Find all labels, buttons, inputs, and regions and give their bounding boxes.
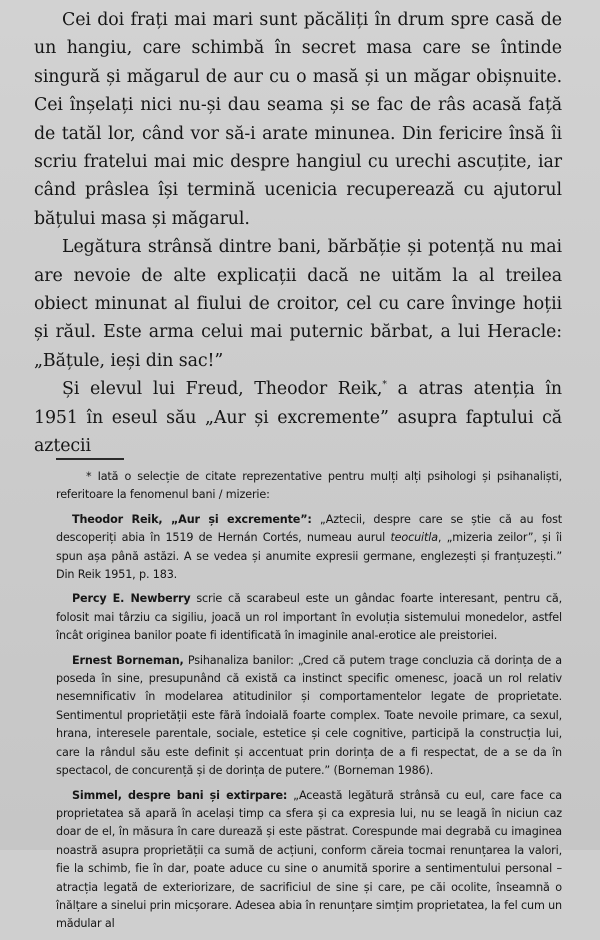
footnote-italic: teocuitla bbox=[390, 531, 438, 545]
body-paragraph: Legătura strânsă dintre bani, bărbăție și potență nu mai are nevoie de alte explicații dacă ne uităm la al treilea obiect minunat al fiului de croitor, cel cu care învinge hoții și răul. Este arma celui mai puternic bărbat, a lui Heracle: „Bățule, ieși din sac!” bbox=[34, 237, 562, 371]
main-text bbox=[34, 6, 562, 461]
footnote-item bbox=[56, 511, 562, 585]
footnote-heading: Simmel, despre bani și extirpare: bbox=[72, 788, 288, 802]
footnotes bbox=[56, 468, 562, 940]
body-paragraph: Cei doi frați mai mari sunt păcăliți în drum spre casă de un hangiu, care schimbă în secret masa care se întinde singură și măgarul de aur cu o masă și un măgar obișnuite. Cei înșelați nici nu-și dau seama și se fac de râs acasă față de tatăl lor, când vor să-i arate minunea. Din fericire însă îi scriu fratelui mai mic despre hangiul cu urechi ascuțite, iar când prâslea își termină ucenicia recuperează cu ajutorul bățului masa și măgarul. bbox=[34, 10, 562, 229]
footnote-text: Psihanaliza banilor: „Cred că putem trage concluzia că dorința de a poseda în sine, presupunând că există ca instinct specific omenesc, joacă un rol relativ nesemnificativ în modelarea atitudinilor și comportamentelor legate de proprietate. Sentimentul proprietății este fără îndoială foarte complex. Toate nevoile primare, ca sexul, hrana, interesele parentale, sociale, estetice și cele cognitive, participă la construcția lui, care la rândul său este definit și accentuat prin dorința de a fi respectat, de a se da în spectacol, de concurență și de dorința de putere.” (Borneman 1986). bbox=[56, 653, 563, 778]
footnote-text: , „mizeria zeilor”, și îi spun așa până astăzi. A se vedea și anumite expresii germane, englezești și franțuzești.” Din Reik 1951, p. 183. bbox=[56, 531, 562, 582]
footnote-heading: Percy E. Newberry bbox=[72, 592, 191, 606]
footnote-divider bbox=[56, 458, 124, 460]
footnote-marker: * bbox=[382, 380, 387, 391]
footnote-item bbox=[56, 652, 562, 781]
footnote-heading: Ernest Borneman, bbox=[72, 653, 184, 667]
footnote-text: „Aztecii, despre care se știe că au fost descoperiți abia în 1519 de Hernán Cortés, numeau aurul bbox=[56, 512, 562, 545]
footnote-item bbox=[56, 787, 562, 934]
para3-before: Și elevul lui Freud, Theodor Reik, bbox=[62, 379, 383, 400]
footnote-heading: Theodor Reik, „Aur și excremente”: bbox=[72, 512, 312, 526]
footnote-intro: * Iată o selecție de citate reprezentative pentru mulți alți psihologi și psihanaliști, referitoare la fenomenul bani / mizerie: bbox=[56, 470, 562, 502]
footnote-text: scrie că scarabeul este un gândac foarte interesant, pentru că, folosit mai târziu ca sigiliu, joacă un rol important în evoluția sistemului monedelor, astfel încât originea banilor poate fi identificată în imaginile anal-erotice ale preistoriei. bbox=[56, 592, 562, 643]
para3-after: a atras atenția în 1951 în eseul său „Aur și excremente” asupra faptului că aztecii bbox=[34, 379, 562, 457]
footnote-item bbox=[56, 590, 562, 645]
footnote-text: „Această legătură strânsă cu eul, care face ca proprietatea să apară în același timp ca sfera și ca expresia lui, nu se leagă în niciun caz doar de el, în măsura în care durează și este păstrat. Corespunde mai degrabă cu imaginea noastră asupra proprietății ca sumă de acțiuni, conform căreia tocmai renunțarea la valori, fie la schimb, fie în dar, poate aduce cu sine o anumită sporire a sentimentului personal – atracția legată de exteriorizare, de sacrificiul de sine și care, pe căi ocolite, înseamnă o înălțare a sinelui prin micșorare. Adesea abia în renunțare simțim proprietatea, la fel cum un mădular al bbox=[56, 788, 562, 931]
body-paragraph bbox=[34, 375, 562, 460]
